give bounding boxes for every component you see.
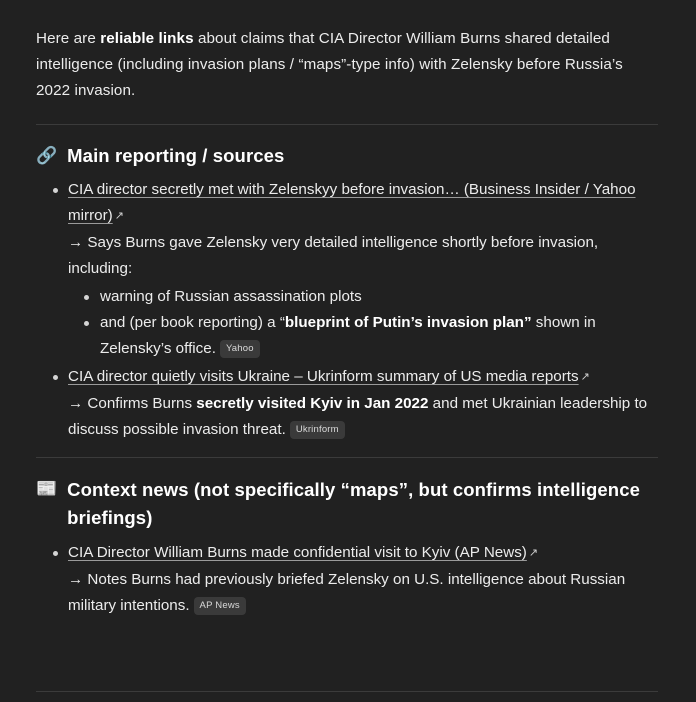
intro-paragraph <box>36 26 658 104</box>
sub-bullet-list-1 <box>68 284 658 362</box>
link-ap-news[interactable]: CIA Director William Burns made confidential visit to Kyiv (AP News) <box>68 544 527 561</box>
newspaper-emoji-icon: 📰 <box>36 479 58 498</box>
section-main-reporting <box>36 143 658 443</box>
list-item <box>36 177 658 362</box>
section-header-main-reporting <box>36 143 658 169</box>
note-ap-briefing <box>68 567 658 619</box>
subbullet-blueprint-bold: blueprint of Putin’s invasion plan” <box>284 314 532 331</box>
main-reporting-list <box>36 177 658 443</box>
intro-bold-reliable-links: reliable links <box>100 30 194 47</box>
subbullet-blueprint-pre: and (per book reporting) a “ <box>100 314 285 331</box>
list-item <box>36 364 658 443</box>
note-kyiv-post: and met Ukrainian leadership to discuss possible invasion threat. <box>68 395 648 438</box>
divider-bottom <box>36 691 658 692</box>
external-link-icon: ↗ <box>580 371 590 383</box>
list-item <box>36 540 658 619</box>
source-chip-ukrinform[interactable]: Ukrinform <box>290 421 345 439</box>
source-link-line-3 <box>68 540 658 566</box>
context-news-list <box>36 540 658 619</box>
list-item <box>68 310 658 362</box>
list-item <box>68 284 658 310</box>
source-chip-yahoo[interactable]: Yahoo <box>220 340 260 358</box>
section-header-context-news <box>36 476 658 532</box>
note-ap-text: → Notes Burns had previously briefed Zelensky on U.S. intelligence about Russian military intentions. <box>68 571 626 614</box>
divider-middle <box>36 457 658 458</box>
intro-text-2: about claims that CIA Director William Burns shared detailed intelligence (including invasion plans / “maps”-type info) with Zelensky before Russia’s 2022 invasion. <box>36 30 623 99</box>
link-ukrinform[interactable]: CIA director quietly visits Ukraine – Ukrinform summary of US media reports <box>68 368 579 385</box>
external-link-icon: ↗ <box>528 547 539 559</box>
link-business-insider-yahoo[interactable]: CIA director secretly met with Zelenskyy before invasion… (Business Insider / Yahoo mirror) <box>68 181 636 224</box>
section-title-context-news: Context news (not specifically “maps”, but confirms intelligence briefings) <box>67 479 640 528</box>
link-emoji-icon: 🔗 <box>36 146 58 165</box>
section-context-news <box>36 476 658 619</box>
section-title-main-reporting: Main reporting / sources <box>67 145 285 166</box>
intro-text-1: Here are <box>36 30 101 47</box>
source-link-line-1 <box>68 177 658 229</box>
note-burns-intelligence: → Says Burns gave Zelensky very detailed intelligence shortly before invasion, including: <box>68 234 599 277</box>
subbullet-blueprint-post: shown in Zelensky’s office. <box>100 314 596 357</box>
note-kyiv-visit <box>68 391 658 443</box>
source-link-line-2 <box>68 364 658 390</box>
note-kyiv-bold: secretly visited Kyiv in Jan 2022 <box>196 395 429 412</box>
divider-top <box>36 124 658 125</box>
external-link-icon: ↗ <box>114 210 124 222</box>
source-chip-ap-news[interactable]: AP News <box>194 597 246 615</box>
note-kyiv-pre: → Confirms Burns <box>68 395 197 412</box>
subbullet-assassination-plots: warning of Russian assassination plots <box>100 288 362 305</box>
